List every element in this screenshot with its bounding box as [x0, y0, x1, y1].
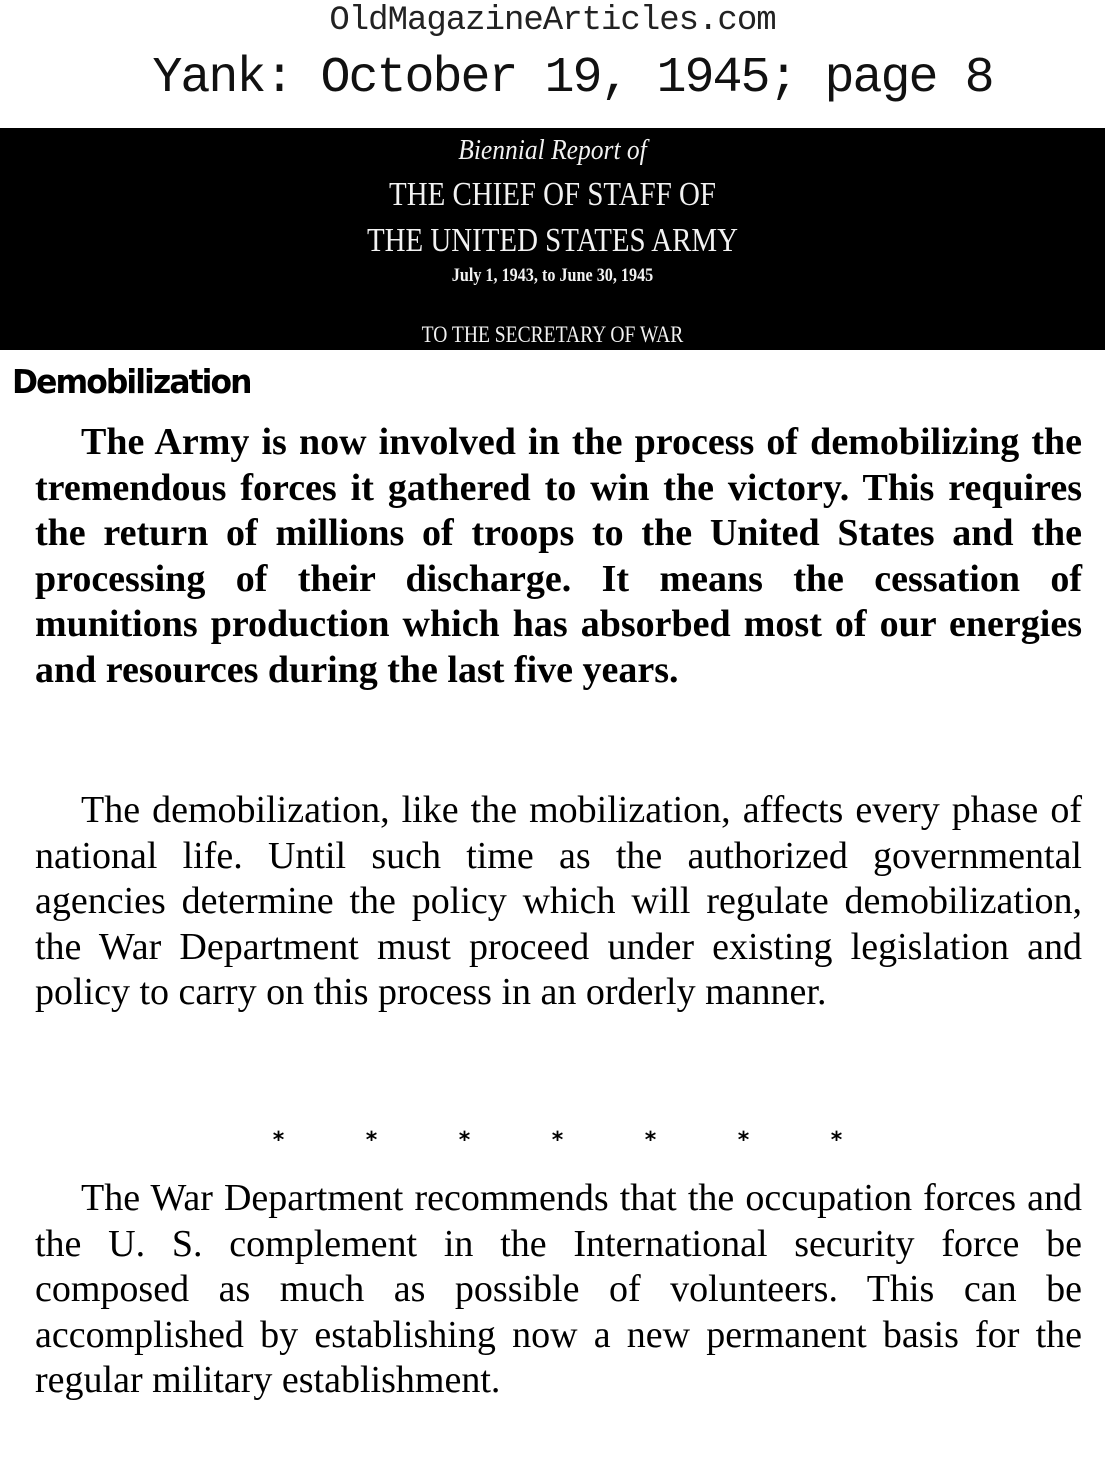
separator-star: *	[644, 1128, 657, 1153]
source-citation: Yank: October 19, 1945; page 8	[152, 50, 993, 107]
article-paragraph-1	[35, 420, 1082, 693]
asterisk-separator	[0, 1128, 1105, 1153]
paragraph-text: The War Department recommends that the occupation forces and the U. S. complement in the International security force be composed as much as possible of volunteers. This can be accomplished by establishing now a new permanent basis for the regular military establishment.	[35, 1177, 1082, 1401]
separator-star: *	[272, 1128, 285, 1153]
site-name: OldMagazineArticles.com	[329, 2, 776, 40]
section-heading: Demobilization	[12, 362, 251, 401]
separator-star: *	[830, 1128, 843, 1153]
banner-title-line1: THE CHIEF OF STAFF OF	[389, 176, 716, 213]
banner-title-line2: THE UNITED STATES ARMY	[367, 222, 738, 259]
paragraph-text: The demobilization, like the mobilization, affects every phase of national life. Until such time as the authorized governmental agencies determine the policy which will regulate demobilization, the War Department must proceed under existing legislation and policy to carry on this process in an orderly manner.	[35, 789, 1082, 1013]
paragraph-text: The Army is now involved in the process of demobilizing the tremendous forces it gathered to win the victory. This requires the return of millions of troops to the United States and the processing of their discharge. It means the cessation of munitions production which has absorbed most of our energies and resources during the last five years.	[35, 421, 1082, 691]
banner-pretitle: Biennial Report of	[458, 134, 647, 166]
separator-star: *	[458, 1128, 471, 1153]
banner-addressee: TO THE SECRETARY OF WAR	[421, 322, 684, 347]
article-paragraph-3	[35, 1176, 1082, 1404]
banner-dates: July 1, 1943, to June 30, 1945	[451, 265, 654, 286]
report-banner	[0, 128, 1105, 350]
article-paragraph-2	[35, 788, 1082, 1016]
separator-star: *	[365, 1128, 378, 1153]
separator-star: *	[551, 1128, 564, 1153]
separator-star: *	[737, 1128, 750, 1153]
